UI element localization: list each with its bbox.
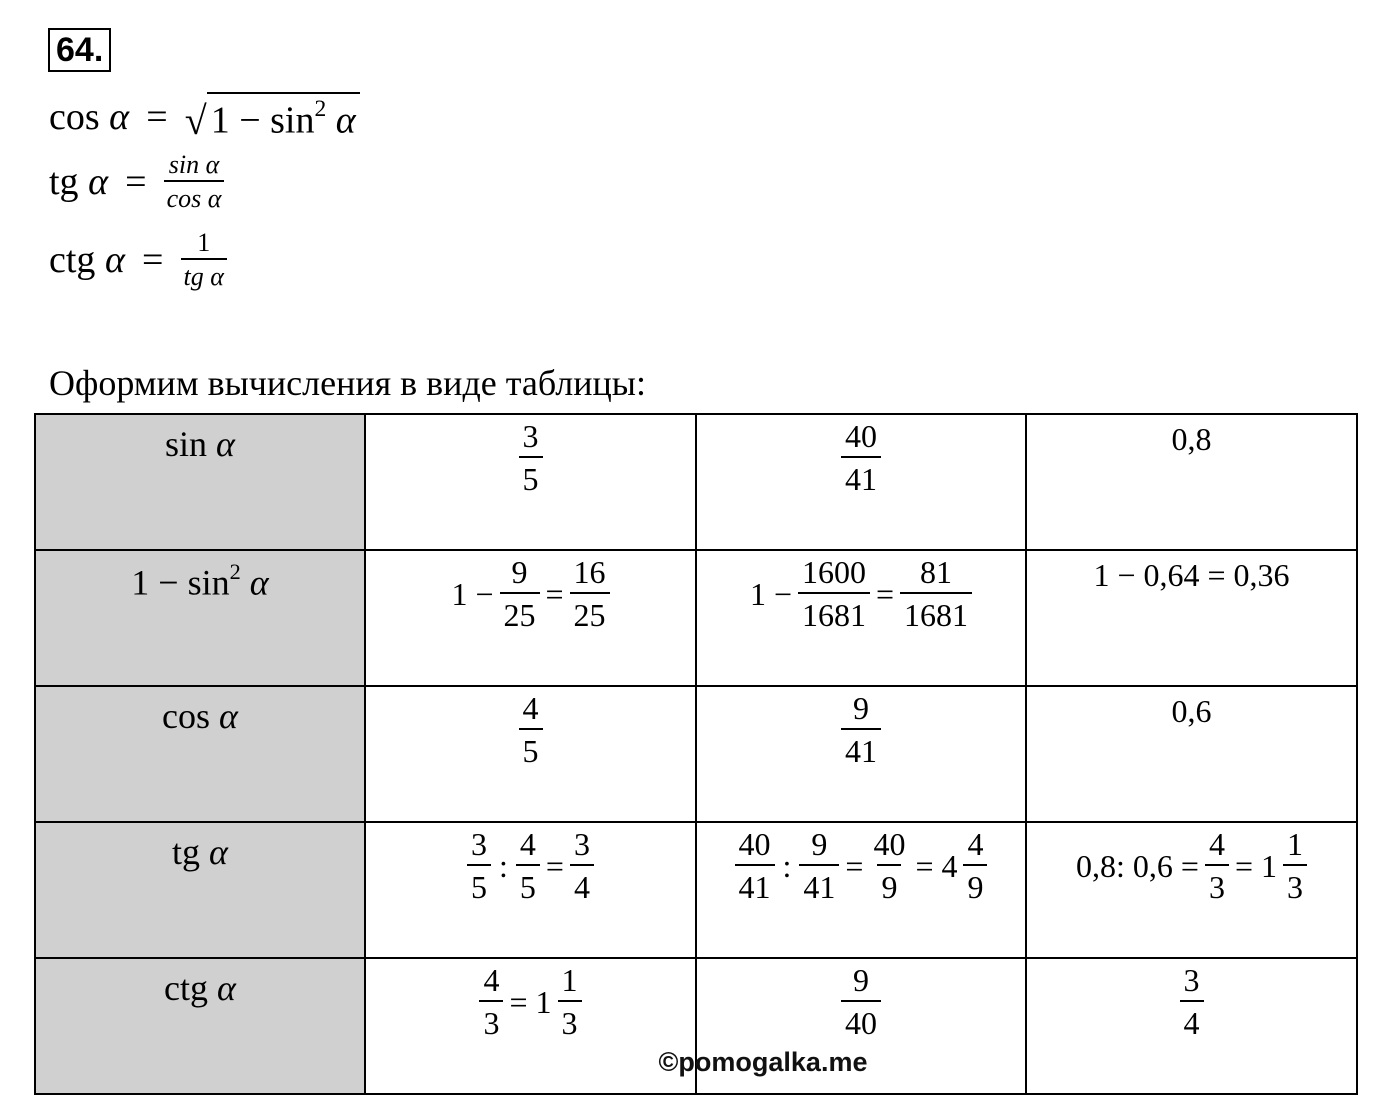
table-row-tg (35, 822, 1357, 958)
calculation-table (34, 413, 1358, 1095)
header-fn: tg (172, 832, 201, 872)
sqrt-radicand (207, 92, 360, 142)
cell-one-minus-sin2-1 (365, 550, 696, 686)
cell-cos-2 (696, 686, 1026, 822)
numerator: 4 (519, 826, 536, 862)
formula-cos-eq: = (146, 96, 168, 139)
expression (479, 961, 581, 1043)
cell-cos-1 (365, 686, 696, 822)
formula-tg-num: sin α (168, 150, 220, 179)
denominator: 5 (519, 728, 543, 771)
expression (1076, 825, 1307, 907)
formula-ctg-lhs: ctg (49, 238, 96, 281)
fraction (516, 825, 540, 907)
fraction (869, 825, 909, 907)
denominator: 41 (841, 728, 881, 771)
prefix: 0,8: 0,6 = (1076, 847, 1199, 884)
fraction (558, 961, 582, 1043)
divide: : (499, 847, 508, 884)
numerator: 4 (967, 826, 984, 862)
header-fn: ctg (164, 968, 209, 1008)
fraction (467, 825, 491, 907)
numerator: 3 (1183, 962, 1200, 998)
denominator: 1681 (798, 592, 870, 635)
denominator: 5 (516, 864, 540, 907)
formula-ctg-eq: = (141, 238, 164, 281)
problem-number: 64. (48, 28, 111, 72)
cell-tg-1 (365, 822, 696, 958)
fraction (963, 825, 987, 907)
denominator: 3 (1205, 864, 1229, 907)
expression (451, 553, 609, 635)
numerator: 40 (873, 826, 906, 862)
sqrt-icon: √ (184, 98, 207, 144)
header-exp: 2 (229, 559, 241, 584)
fraction (798, 553, 870, 635)
denominator: 40 (841, 1000, 881, 1043)
header-var: α (216, 424, 235, 464)
cell-one-minus-sin2-2 (696, 550, 1026, 686)
header-fn: cos (162, 696, 211, 736)
denominator: 9 (877, 864, 901, 907)
fraction (799, 825, 839, 907)
denominator: 41 (841, 456, 881, 499)
header-var: α (217, 968, 236, 1008)
formula-cos (49, 92, 360, 142)
fraction (500, 553, 540, 635)
denominator: 9 (963, 864, 987, 907)
numerator: 4 (522, 690, 539, 726)
watermark: ©pomogalka.me (658, 1047, 868, 1077)
table-row-one-minus-sin2 (35, 550, 1357, 686)
denominator: 25 (570, 592, 610, 635)
fraction (841, 417, 881, 499)
numerator: 40 (738, 826, 771, 862)
denominator: 3 (479, 1000, 503, 1043)
fraction (570, 553, 610, 635)
numerator: 16 (573, 554, 606, 590)
numerator: 40 (845, 418, 877, 454)
prefix: 1 − (749, 575, 792, 612)
numerator: 3 (522, 418, 539, 454)
denominator: 3 (1283, 864, 1307, 907)
radicand-var: α (335, 99, 356, 142)
numerator: 1600 (802, 554, 866, 590)
formula-ctg (49, 228, 227, 292)
numerator: 9 (853, 962, 869, 998)
row-header-sin (35, 414, 365, 550)
fraction (1180, 961, 1204, 1043)
denominator: 1681 (900, 592, 972, 635)
formula-tg-var: α (88, 160, 109, 203)
denominator: 41 (799, 864, 839, 907)
formula-ctg-fraction (181, 228, 227, 292)
header-var: α (219, 696, 238, 736)
fraction (1205, 825, 1229, 907)
row-header-cos (35, 686, 365, 822)
numerator: 1 (561, 962, 578, 998)
intro-text: Оформим вычисления в виде таблицы: (49, 363, 646, 403)
fraction (735, 825, 775, 907)
numerator: 3 (573, 826, 590, 862)
cell-tg-2 (696, 822, 1026, 958)
fraction (570, 825, 594, 907)
numerator: 9 (853, 690, 869, 726)
divide: : (782, 847, 792, 884)
equals: = (545, 847, 564, 884)
denominator: 4 (1180, 1000, 1204, 1043)
numerator: 4 (483, 962, 500, 998)
row-header-tg (35, 822, 365, 958)
expression (750, 553, 972, 635)
header-fn: sin (165, 424, 208, 464)
numerator: 3 (471, 826, 488, 862)
denominator: 5 (519, 456, 543, 499)
radicand-text: 1 − sin (210, 99, 315, 142)
denominator: 3 (558, 1000, 582, 1043)
numerator: 9 (511, 554, 528, 590)
prefix: 1 − (451, 575, 494, 612)
fraction (479, 961, 503, 1043)
numerator: 81 (920, 554, 953, 590)
cell-sin-2 (696, 414, 1026, 550)
equals: = (545, 575, 564, 612)
fraction (519, 689, 543, 771)
formula-tg-den: cos α (164, 180, 225, 214)
denominator: 41 (735, 864, 775, 907)
cell-sin-3 (1026, 414, 1357, 550)
fraction (900, 553, 972, 635)
radicand-exp: 2 (314, 96, 327, 122)
denominator: 25 (500, 592, 540, 635)
cell-sin-1 (365, 414, 696, 550)
row-header-one-minus-sin2 (35, 550, 365, 686)
formula-ctg-var: α (104, 238, 125, 281)
square-root (185, 92, 360, 142)
equals-whole: = 1 (1234, 847, 1277, 884)
cell-one-minus-sin2-3 (1026, 550, 1357, 686)
formula-tg-fraction (164, 150, 225, 214)
numerator: 4 (1208, 826, 1225, 862)
cell-value: 0,6 (1171, 693, 1212, 729)
equals: = (876, 575, 895, 612)
equals-whole: = 1 (509, 983, 552, 1020)
denominator: 5 (467, 864, 491, 907)
cell-value: 1 − 0,64 = 0,36 (1093, 557, 1290, 593)
cell-tg-3 (1026, 822, 1357, 958)
numerator: 1 (1286, 826, 1303, 862)
header-text: 1 − sin (131, 562, 230, 603)
equals-whole: = 4 (915, 847, 958, 884)
cell-cos-3 (1026, 686, 1357, 822)
fraction (841, 961, 881, 1043)
formula-ctg-num: 1 (197, 228, 211, 257)
header-var: α (209, 832, 228, 872)
cell-value: 0,8 (1171, 421, 1212, 457)
fraction (519, 417, 543, 499)
numerator: 9 (811, 826, 828, 862)
expression (735, 825, 988, 907)
formula-tg-eq: = (125, 160, 147, 203)
formula-cos-var: α (109, 96, 130, 139)
formula-tg-lhs: tg (49, 160, 79, 203)
formula-cos-lhs: cos (49, 96, 100, 139)
table-row-cos (35, 686, 1357, 822)
expression (467, 825, 594, 907)
header-var: α (249, 562, 269, 603)
fraction (1283, 825, 1307, 907)
fraction (841, 689, 881, 771)
formula-ctg-den: tg α (181, 258, 227, 292)
table-row-sin (35, 414, 1357, 550)
equals: = (845, 847, 864, 884)
formula-tg (49, 150, 224, 214)
denominator: 4 (570, 864, 594, 907)
